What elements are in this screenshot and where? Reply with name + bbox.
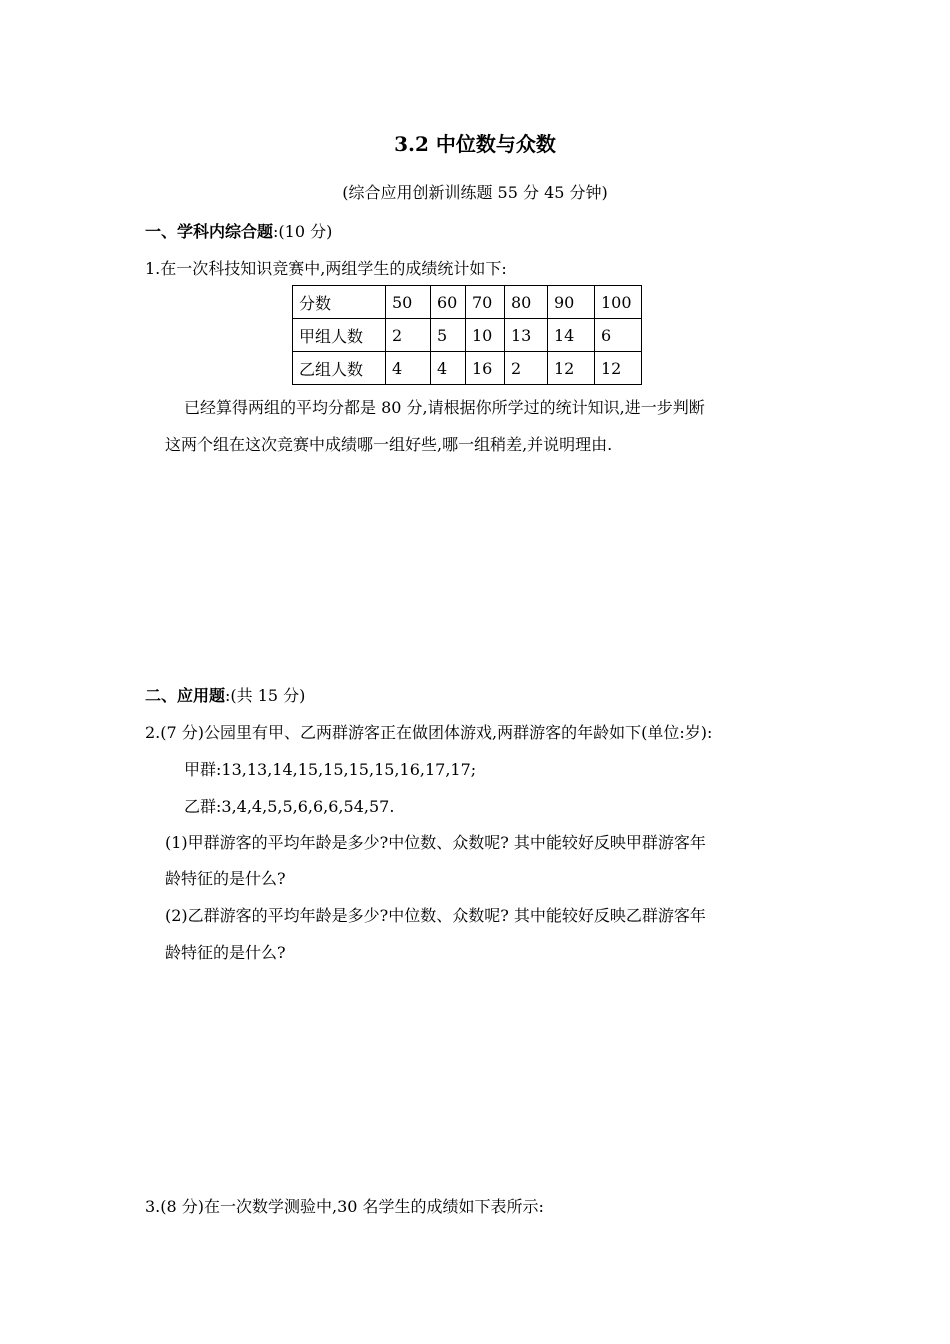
page-title: 3.2 中位数与众数	[394, 132, 556, 156]
section-2-heading: 二、应用题	[145, 686, 226, 705]
question-2-part-2-line-1: (2)乙群游客的平均年龄是多少?中位数、众数呢? 其中能较好反映乙群游客年	[165, 906, 706, 925]
section-1-points: :(10 分)	[273, 222, 333, 241]
table-cell: 12	[548, 352, 595, 385]
table-cell: 5	[431, 319, 466, 352]
table-cell: 70	[466, 286, 505, 319]
table-cell: 10	[466, 319, 505, 352]
question-1-text-line-2: 这两个组在这次竞赛中成绩哪一组好些,哪一组稍差,并说明理由.	[165, 435, 613, 454]
question-2-group-b: 乙群:3,4,4,5,5,6,6,6,54,57.	[184, 797, 395, 816]
table-cell: 12	[595, 352, 642, 385]
table-cell: 60	[431, 286, 466, 319]
table-row	[293, 319, 642, 352]
table-cell: 13	[505, 319, 548, 352]
section-2-points: :(共 15 分)	[225, 686, 306, 705]
question-1-stem: 1.在一次科技知识竞赛中,两组学生的成绩统计如下:	[145, 259, 507, 278]
section-2-header	[145, 683, 305, 706]
question-2-part-2-line-2: 龄特征的是什么?	[165, 943, 286, 962]
table-cell: 2	[505, 352, 548, 385]
question-1-text-line-1: 已经算得两组的平均分都是 80 分,请根据你所学过的统计知识,进一步判断	[184, 398, 705, 417]
question-2-part-1-line-1: (1)甲群游客的平均年龄是多少?中位数、众数呢? 其中能较好反映甲群游客年	[165, 833, 706, 852]
table-cell: 4	[386, 352, 431, 385]
table-cell: 2	[386, 319, 431, 352]
table-header-row	[293, 286, 642, 319]
table-cell: 100	[595, 286, 642, 319]
table-cell: 甲组人数	[293, 319, 386, 352]
section-1-header	[145, 219, 332, 242]
score-table	[292, 285, 642, 385]
table-cell: 乙组人数	[293, 352, 386, 385]
question-2-stem: 2.(7 分)公园里有甲、乙两群游客正在做团体游戏,两群游客的年龄如下(单位:岁):	[145, 723, 713, 742]
table-row	[293, 352, 642, 385]
table-cell: 80	[505, 286, 548, 319]
question-2-part-1-line-2: 龄特征的是什么?	[165, 869, 286, 888]
question-2-group-a: 甲群:13,13,14,15,15,15,15,16,17,17;	[184, 760, 477, 779]
table-cell: 50	[386, 286, 431, 319]
question-3-stem: 3.(8 分)在一次数学测验中,30 名学生的成绩如下表所示:	[145, 1197, 544, 1216]
page-subtitle: (综合应用创新训练题 55 分 45 分钟)	[342, 183, 608, 202]
table-cell: 分数	[293, 286, 386, 319]
table-cell: 4	[431, 352, 466, 385]
table-cell: 14	[548, 319, 595, 352]
table-cell: 16	[466, 352, 505, 385]
table-cell: 6	[595, 319, 642, 352]
section-1-heading: 一、学科内综合题	[145, 222, 274, 241]
table-cell: 90	[548, 286, 595, 319]
